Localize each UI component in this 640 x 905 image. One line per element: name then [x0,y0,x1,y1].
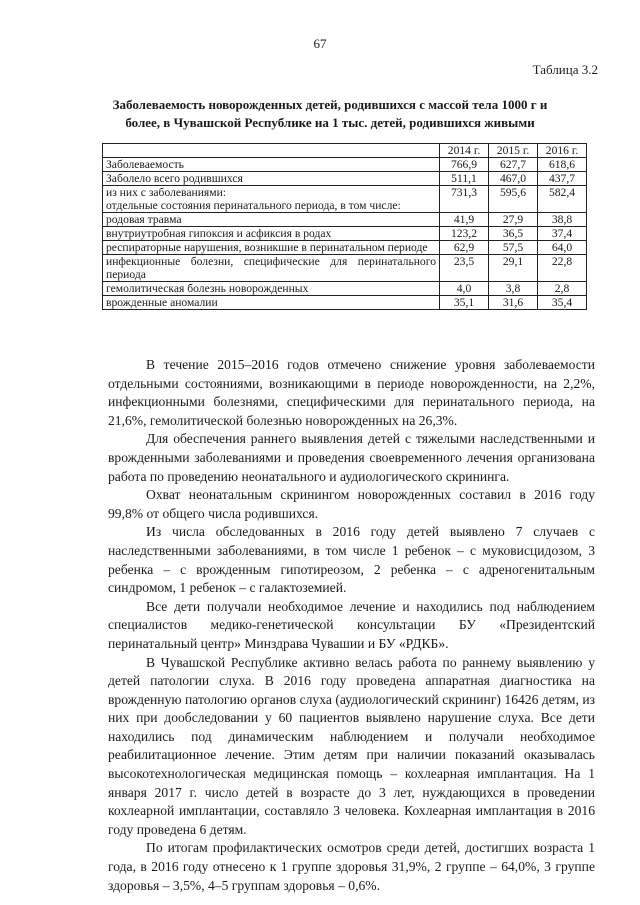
table-row [103,213,587,227]
value-cell: 57,5 [489,241,538,255]
header-year: 2014 г. [440,144,489,158]
value-cell: 41,9 [440,213,489,227]
table-row [103,172,587,186]
value-cell: 62,9 [440,241,489,255]
paragraph: Для обеспечения раннего выявления детей с тяжелыми наследственными и врожденными заболеваниями и проведения своевременного лечения организована работа по проведению неонатального и аудиологического скрининга. [108,431,595,484]
paragraph: Из числа обследованных в 2016 году детей выявлено 7 случаев с наследственными заболеваниями, в том числе 1 ребенок – с муковисцидозом, 3 ребенка – с врожденным гипотиреозом, 2 ребенка – с адреногенитальным синдромом, 1 ребенок – с галактоземией. [108,524,595,596]
value-cell: 3,8 [489,282,538,296]
value-cell: 23,5 [440,255,489,282]
row-label: внутриутробная гипоксия и асфиксия в родах [103,227,440,241]
table-row [103,241,587,255]
value-cell [489,199,538,213]
value-cell: 64,0 [538,241,587,255]
value-cell: 618,6 [538,158,587,172]
table-title: Заболеваемость новорожденных детей, родившихся с массой тела 1000 г и более, в Чувашской Республике на 1 тыс. детей, родившихся живыми [112,97,548,130]
body-text [108,356,595,895]
value-cell: 437,7 [538,172,587,186]
paragraph: По итогам профилактических осмотров среди детей, достигших возраста 1 года, в 2016 году отнесено к 1 группе здоровья 31,9%, 2 группе – 64,0%, 3 группе здоровья – 3,5%, 4–5 группам здоровья – 0,6%. [108,840,595,893]
row-label: инфекционные болезни, специфические для перинатального периода [103,255,440,282]
table-row [103,282,587,296]
value-cell: 4,0 [440,282,489,296]
header-blank-cell [103,144,440,158]
paragraph: В Чувашской Республике активно велась работа по раннему выявлению у детей патологии слуха. В 2016 году проведена аппаратная диагностика на врожденную патологию органов слуха (аудиологический скрининг) 16426 детям, из них при дообследовании у 60 пациентов выявлено нарушение слуха. Все дети находились под динамическим наблюдением и получали необходимое реабилитационное лечение. Этим детям при наличии показаний оказывалась высокотехнологическая медицинская помощь – кохлеарная имплантация. На 1 января 2017 г. число детей в возрасте до 3 лет, нуждающихся в проведении кохлеарной имплантации, составляло 3 человека. Кохлеарная имплантация в 2016 году проведена 6 детям. [108,654,595,837]
table-row [103,186,587,200]
value-cell [538,199,587,213]
header-year: 2015 г. [489,144,538,158]
row-label: врожденные аномалии [103,296,440,310]
paragraph: Все дети получали необходимое лечение и находились под наблюдением специалистов медико-генетической консультации БУ «Президентский перинатальный центр» Минздрава Чувашии и БУ «РДКБ». [108,598,595,651]
table-row [103,255,587,282]
table-row [103,199,587,213]
value-cell: 123,2 [440,227,489,241]
value-cell: 27,9 [489,213,538,227]
row-label: из них с заболеваниями: [103,186,440,200]
paragraph: Охват неонатальным скринингом новорожденных составил в 2016 году 99,8% от общего числа родившихся. [108,487,595,521]
value-cell: 31,6 [489,296,538,310]
value-cell: 29,1 [489,255,538,282]
row-label: родовая травма [103,213,440,227]
value-cell: 766,9 [440,158,489,172]
value-cell: 35,1 [440,296,489,310]
row-label: отдельные состояния перинатального периода, в том числе: [103,199,440,213]
value-cell: 36,5 [489,227,538,241]
value-cell: 37,4 [538,227,587,241]
value-cell: 511,1 [440,172,489,186]
value-cell: 22,8 [538,255,587,282]
row-label: респираторные нарушения, возникшие в перинатальном периоде [103,241,440,255]
paragraph: В течение 2015–2016 годов отмечено снижение уровня заболеваемости отдельными состояниями, возникающими в периоде новорожденности, на 2,2%, инфекционными болезнями, специфическими для перинатального периода, на 21,6%, гемолитической болезнью новорожденных на 26,3%. [108,357,595,428]
morbidity-table [102,143,587,310]
value-cell: 2,8 [538,282,587,296]
table-row [103,227,587,241]
row-label: гемолитическая болезнь новорожденных [103,282,440,296]
value-cell: 35,4 [538,296,587,310]
row-label: Заболело всего родившихся [103,172,440,186]
value-cell: 731,3 [440,186,489,200]
table-header-row [103,144,587,158]
header-year: 2016 г. [538,144,587,158]
page-number: 67 [313,36,327,51]
value-cell: 595,6 [489,186,538,200]
value-cell: 467,0 [489,172,538,186]
table-row [103,296,587,310]
value-cell [440,199,489,213]
value-cell: 582,4 [538,186,587,200]
value-cell: 38,8 [538,213,587,227]
table-label: Таблица 3.2 [532,62,598,77]
row-label: Заболеваемость [103,158,440,172]
value-cell: 627,7 [489,158,538,172]
table-row [103,158,587,172]
